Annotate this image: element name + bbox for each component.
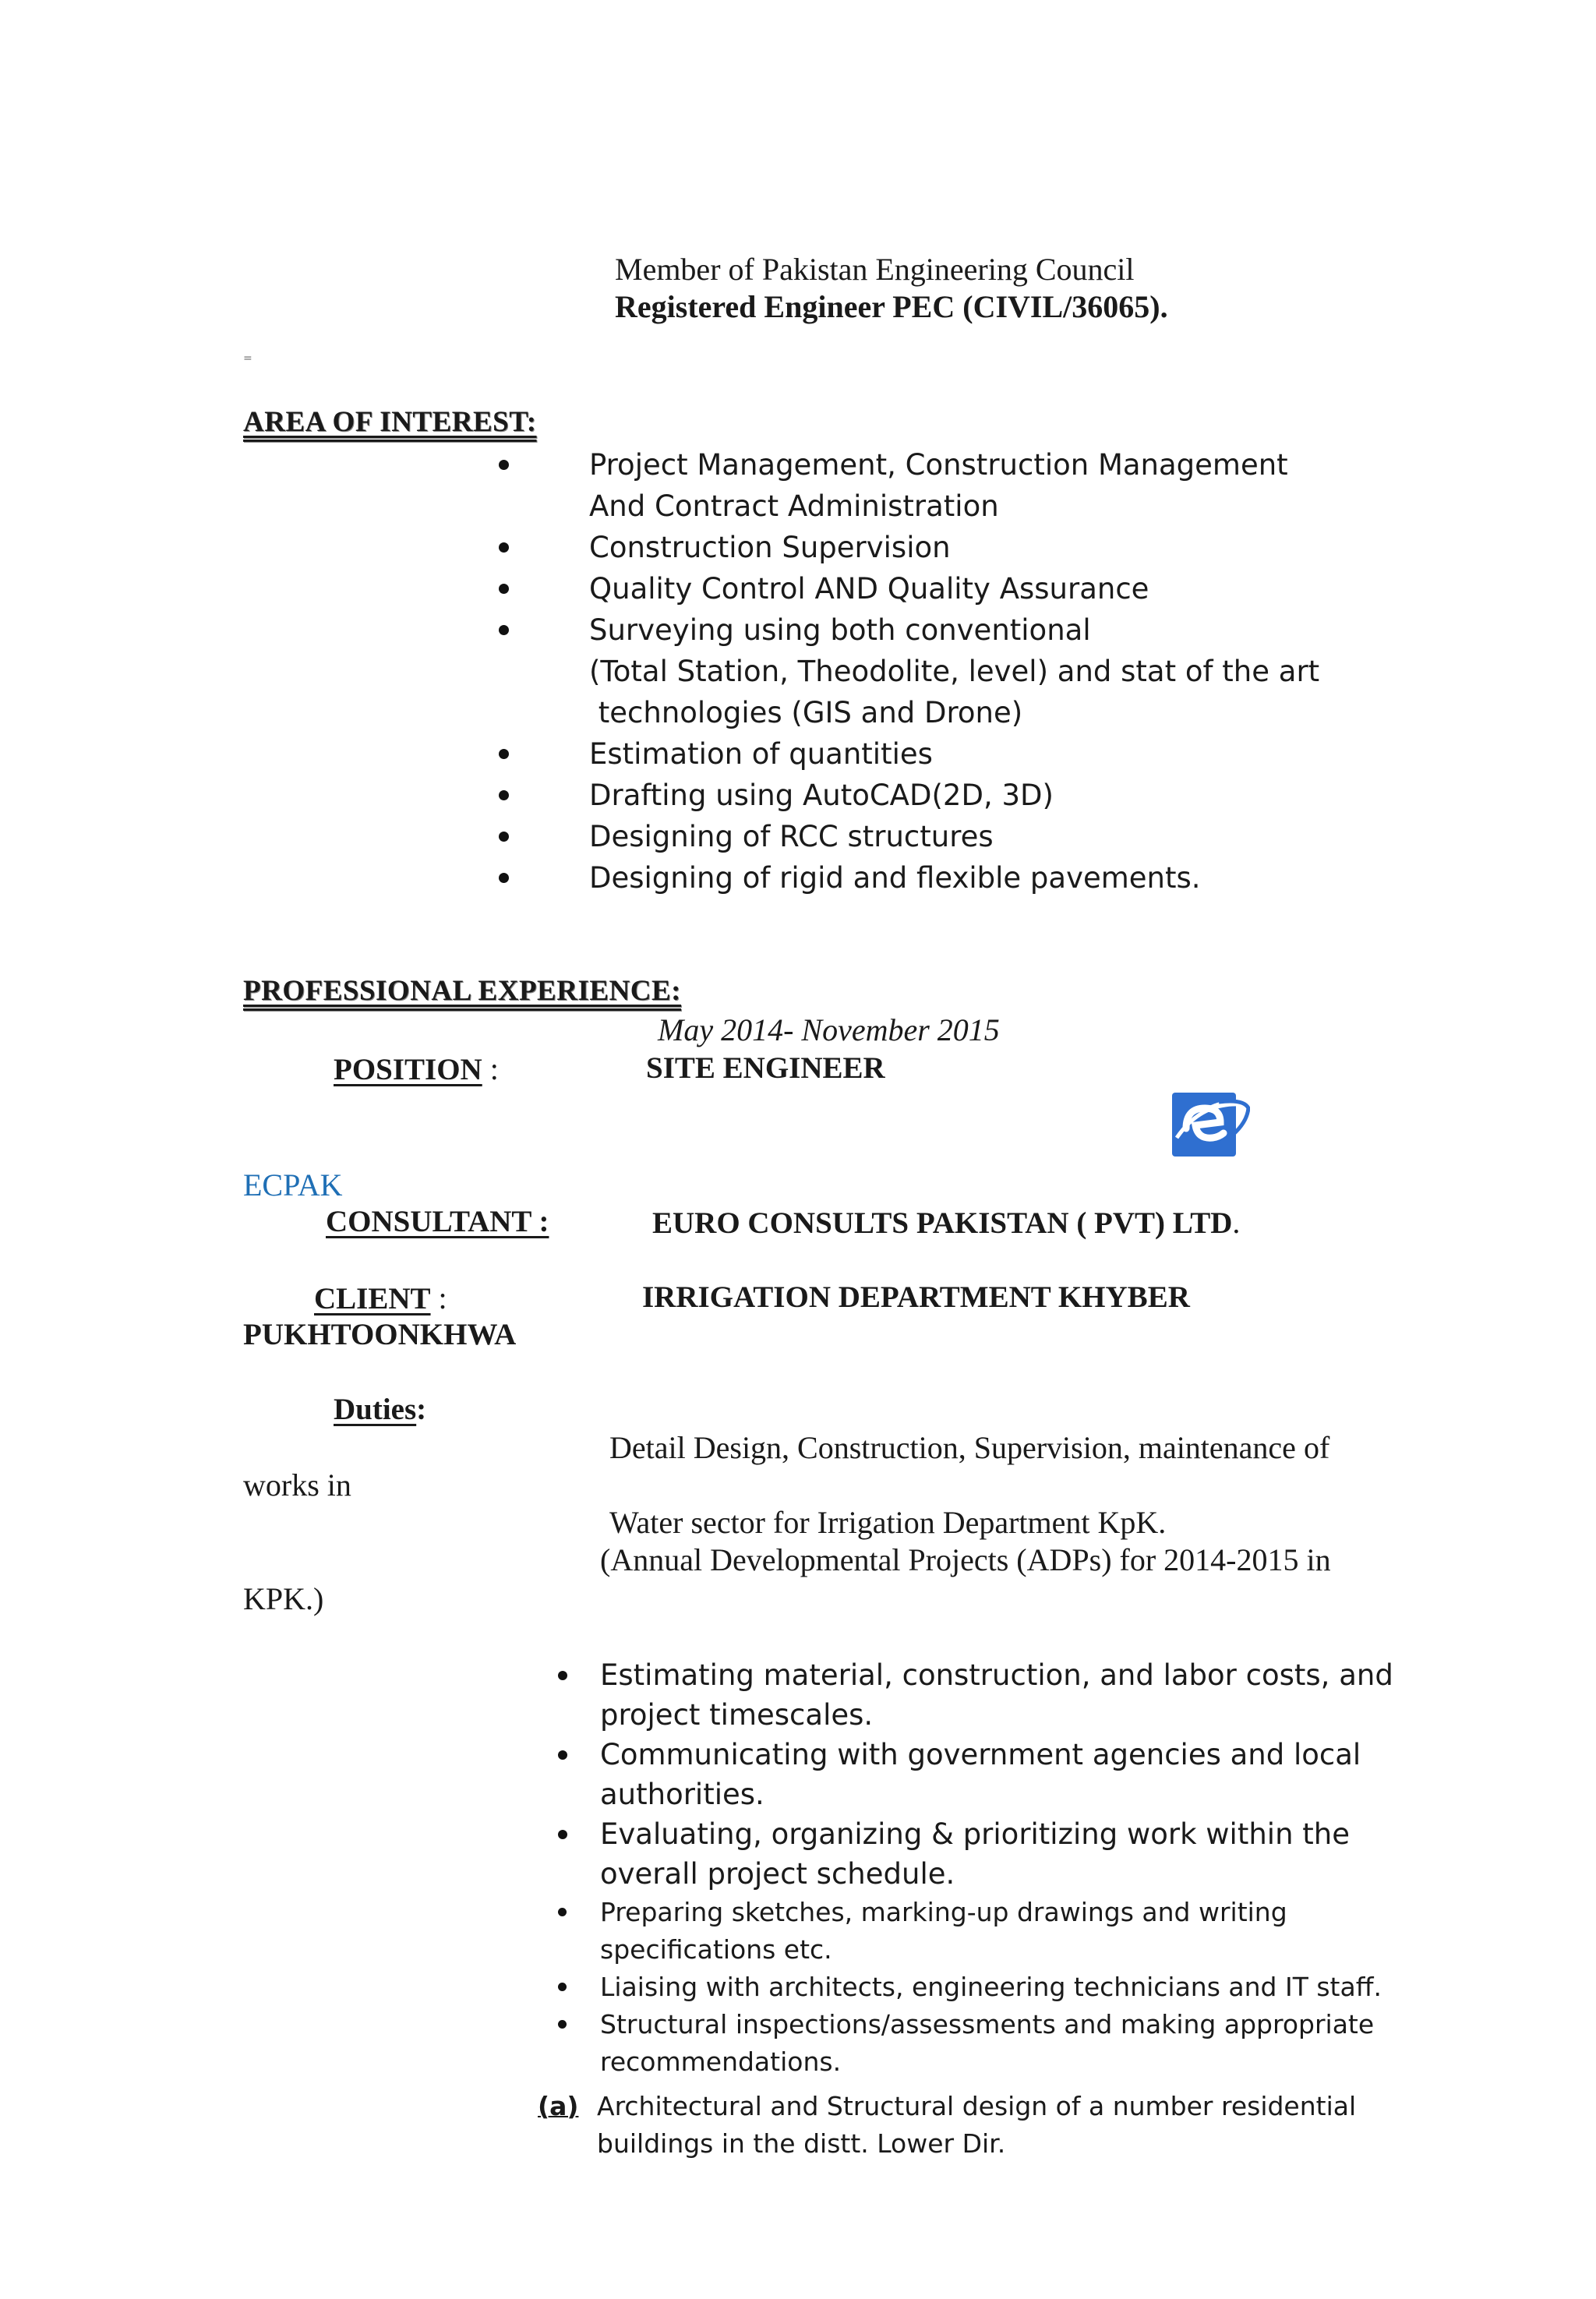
sub-item-text-2: buildings in the distt. Lower Dir.: [597, 2128, 1006, 2159]
client-row: [314, 1280, 447, 1316]
client-separator: :: [430, 1280, 447, 1315]
bullet-icon: [558, 1750, 567, 1760]
list-item: Quality Control AND Quality Assurance: [589, 568, 1319, 609]
duties-text-2: works in: [243, 1467, 351, 1503]
client-value-cont: PUKHTOONKHWA: [243, 1318, 517, 1351]
duties-text-4: (Annual Developmental Projects (ADPs) for 2014-2015 in: [600, 1542, 1331, 1577]
professional-experience-heading: PROFESSIONAL EXPERIENCE:: [243, 975, 681, 1007]
area-of-interest-list: [589, 444, 1319, 899]
list-item: Surveying using both conventional (Total Station, Theodolite, level) and stat of the art technologies (GIS and Drone): [589, 609, 1319, 733]
position-value: SITE ENGINEER: [646, 1051, 885, 1085]
position-separator: :: [482, 1051, 499, 1086]
duties-text-5: KPK.): [243, 1581, 324, 1616]
bullet-icon: [499, 625, 509, 635]
area-of-interest-heading: AREA OF INTEREST:: [243, 406, 537, 438]
bullet-icon: [499, 460, 509, 470]
bullet-icon: [499, 584, 509, 594]
bullet-icon: [499, 832, 509, 842]
list-item: Drafting using AutoCAD(2D, 3D): [589, 775, 1319, 816]
list-item: Estimating material, construction, and labor costs, and project timescales.: [600, 1655, 1393, 1735]
list-item: Construction Supervision: [589, 527, 1319, 568]
client-value: IRRIGATION DEPARTMENT KHYBER: [642, 1280, 1190, 1314]
consultant-value: EURO CONSULTS PAKISTAN ( PVT) LTD: [652, 1206, 1233, 1240]
list-item: Project Management, Construction Management And Contract Administration: [589, 444, 1319, 527]
duties-list: [600, 1655, 1393, 2081]
duties-row: [334, 1392, 426, 1427]
membership-line: Member of Pakistan Engineering Council: [615, 252, 1135, 287]
list-item: Structural inspections/assessments and making appropriate recommendations.: [600, 2006, 1393, 2081]
ecpak-logo-caption: ECPAK: [243, 1167, 343, 1202]
position-row: [334, 1051, 499, 1087]
bullet-icon: [558, 1983, 567, 1991]
client-label: CLIENT: [314, 1282, 431, 1315]
bullet-icon: [558, 2020, 567, 2029]
duties-text-1: Detail Design, Construction, Supervision, maintenance of: [609, 1430, 1330, 1465]
bullet-icon: [558, 1671, 567, 1680]
duties-text-3: Water sector for Irrigation Department KpK.: [609, 1505, 1167, 1540]
registration-line: Registered Engineer PEC (CIVIL/36065).: [615, 289, 1168, 324]
stray-mark: =: [243, 352, 252, 365]
experience-period: May 2014- November 2015: [658, 1012, 1000, 1047]
bullet-icon: [499, 790, 509, 800]
duties-label: Duties: [334, 1393, 417, 1426]
consultant-period: .: [1232, 1205, 1241, 1240]
bullet-icon: [499, 542, 509, 553]
consultant-row: [652, 1204, 1240, 1241]
consultant-label: CONSULTANT :: [326, 1205, 549, 1238]
bullet-icon: [499, 749, 509, 759]
bullet-icon: [558, 1908, 567, 1916]
sub-item-text-1: Architectural and Structural design of a number residential: [597, 2091, 1357, 2121]
sub-item-label: (a): [538, 2091, 579, 2121]
ecpak-logo-icon: [1172, 1091, 1250, 1158]
list-item: Estimation of quantities: [589, 733, 1319, 775]
list-item: Liaising with architects, engineering technicians and IT staff.: [600, 1969, 1393, 2006]
list-item: Evaluating, organizing & prioritizing work within the overall project schedule.: [600, 1814, 1393, 1894]
position-label: POSITION: [334, 1053, 482, 1086]
bullet-icon: [499, 873, 509, 883]
sub-item-marker: [538, 2091, 600, 2121]
list-item: Communicating with government agencies and local authorities.: [600, 1735, 1393, 1814]
list-item: Designing of RCC structures: [589, 816, 1319, 857]
list-item: Designing of rigid and flexible pavements.: [589, 857, 1319, 899]
bullet-icon: [558, 1830, 567, 1839]
list-item: Preparing sketches, marking-up drawings and writing specifications etc.: [600, 1894, 1393, 1969]
duties-colon: :: [416, 1393, 427, 1426]
